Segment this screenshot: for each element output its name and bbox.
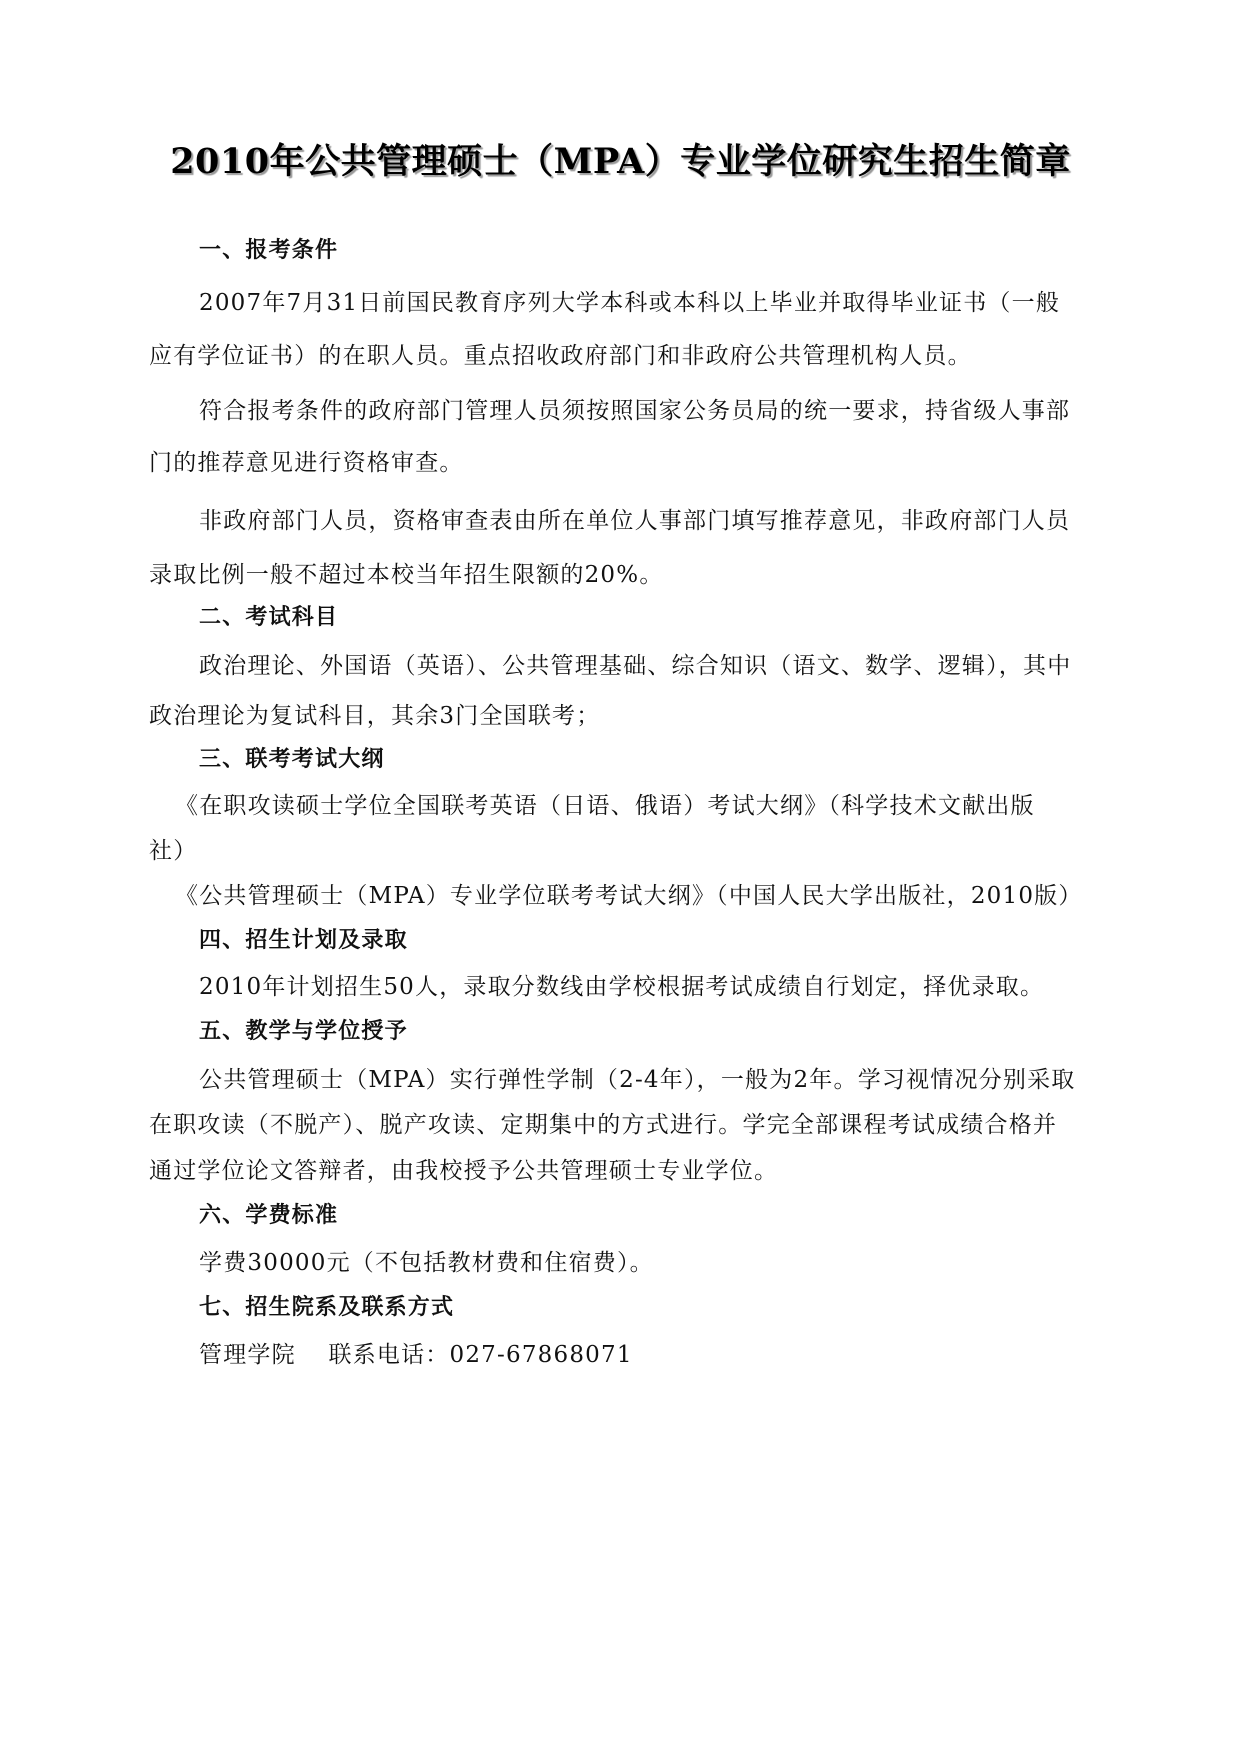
section-heading: 二、考试科目 — [199, 605, 339, 630]
paragraph-line: 门的推荐意见进行资格审查。 — [149, 450, 464, 476]
paragraph-line: 应有学位证书）的在职人员。重点招收政府部门和非政府公共管理机构人员。 — [149, 343, 972, 369]
section-heading: 四、招生计划及录取 — [199, 928, 408, 953]
paragraph-line: 在职攻读（不脱产）、脱产攻读、定期集中的方式进行。学完全部课程考试成绩合格并 — [149, 1112, 1058, 1138]
paragraph-line: 《公共管理硕士（MPA）专业学位联考考试大纲》（中国人民大学出版社，2010版） — [175, 883, 1083, 909]
contact-line: 管理学院 联系电话：027-67868071 — [199, 1342, 633, 1368]
paragraph-line: 通过学位论文答辩者，由我校授予公共管理硕士专业学位。 — [149, 1158, 779, 1184]
paragraph-line: 《在职攻读硕士学位全国联考英语（日语、俄语）考试大纲》（科学技术文献出版 — [175, 793, 1035, 819]
section-heading: 五、教学与学位授予 — [199, 1019, 408, 1044]
paragraph-line: 录取比例一般不超过本校当年招生限额的20%。 — [149, 562, 664, 588]
section-heading: 七、招生院系及联系方式 — [199, 1295, 455, 1320]
document-title: 2010年公共管理硕士（MPA）专业学位研究生招生简章 — [170, 141, 1071, 182]
paragraph-line: 符合报考条件的政府部门管理人员须按照国家公务员局的统一要求，持省级人事部 — [199, 398, 1071, 424]
paragraph-line: 政治理论为复试科目，其余3门全国联考； — [149, 703, 601, 729]
section-heading: 三、联考考试大纲 — [199, 747, 385, 772]
paragraph-line: 非政府部门人员，资格审查表由所在单位人事部门填写推荐意见，非政府部门人员 — [199, 508, 1071, 534]
paragraph-line: 2007年7月31日前国民教育序列大学本科或本科以上毕业并取得毕业证书（一般 — [199, 290, 1061, 316]
paragraph-line: 社） — [149, 838, 198, 864]
paragraph-line: 学费30000元（不包括教材费和住宿费）。 — [199, 1250, 654, 1276]
paragraph-line: 2010年计划招生50人，录取分数线由学校根据考试成绩自行划定，择优录取。 — [199, 974, 1045, 1000]
section-heading: 一、报考条件 — [199, 238, 339, 263]
section-heading: 六、学费标准 — [199, 1203, 339, 1228]
paragraph-line: 政治理论、外国语（英语）、公共管理基础、综合知识（语文、数学、逻辑），其中 — [199, 653, 1072, 679]
paragraph-line: 公共管理硕士（MPA）实行弹性学制（2-4年），一般为2年。学习视情况分别采取 — [199, 1067, 1076, 1093]
